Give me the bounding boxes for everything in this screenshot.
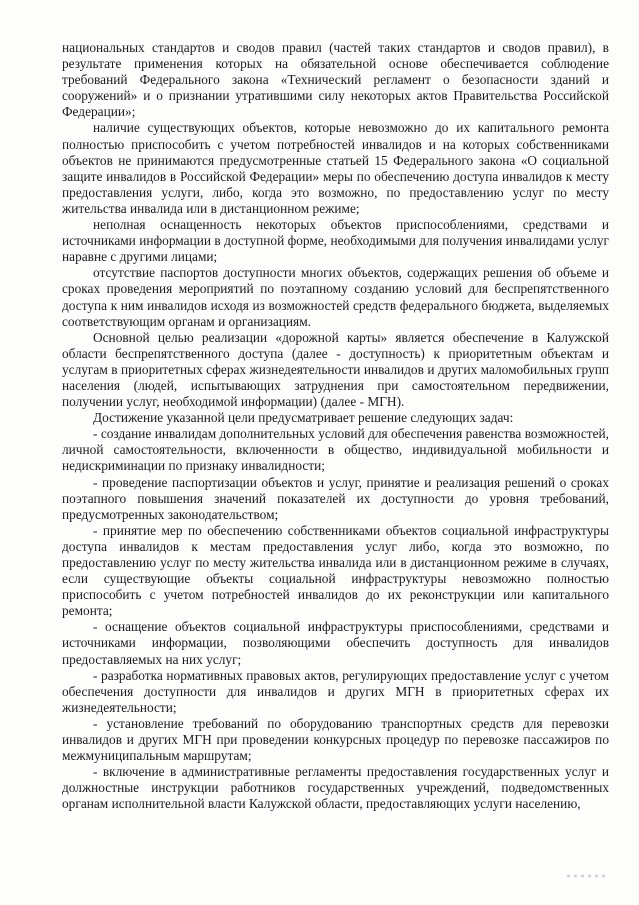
paragraph-no-passports: отсутствие паспортов доступности многих объектов, содержащих решения об объеме и сроках проведения мероприятий по поэтапному созданию условий для беспрепятственного доступа к ним инвалидов исходя из возможностей средств федерального бюджета, выделяемых соответствующим органам и организациям. <box>62 265 609 329</box>
list-item-task-conditions: - создание инвалидам дополнительных условий для обеспечения равенства возможностей, личной самостоятельности, включенности в общество, индивидуальной мобильности и недискриминации по признаку инвалидности; <box>62 426 609 474</box>
list-item-task-owner-measures: - принятие мер по обеспечению собственниками объектов социальной инфраструктуры доступа инвалидов к местам предоставления услуг либо, когда это возможно, по предоставлению услуг по месту жительства инвалида или в дистанционном режиме в случаях, если существующие объекты социальной инфраструктуры невозможно полностью приспособить с учетом потребностей инвалидов до их реконструкции или капитального ремонта; <box>62 522 609 619</box>
list-item-task-legal-acts: - разработка нормативных правовых актов, регулирующих предоставление услуг с учетом обеспечения доступности для инвалидов и других МГН в приоритетных сферах их жизнедеятельности; <box>62 667 609 715</box>
paragraph-standards: национальных стандартов и сводов правил (частей таких стандартов и сводов правил), в результате применения которых на обязательной основе обеспечивается соблюдение требований Федерального закона «Технический регламент о безопасности зданий и сооружений» и о признании утратившими силу некоторых актов Правительства Российской Федерации»; <box>62 40 609 120</box>
list-item-task-transport: - установление требований по оборудованию транспортных средств для перевозки инвалидов и других МГН при проведении конкурсных процедур по перевозке пассажиров по межмуниципальным маршрутам; <box>62 715 609 764</box>
paragraph-existing-objects: наличие существующих объектов, которые невозможно до их капитального ремонта полностью приспособить с учетом потребностей инвалидов и на которых собственниками объектов не принимаются предусмотренные статьей 15 Федерального закона «О социальной защите инвалидов в Российской Федерации» меры по обеспечению доступа инвалидов к месту предоставления услуги, либо, когда это возможно, по предоставлению услуг по месту жительства инвалида или в дистанционном режиме; <box>62 120 609 216</box>
paragraph-main-goal: Основной целью реализации «дорожной карты» является обеспечение в Калужской области беспрепятственного доступа (далее - доступность) к приоритетным объектам и услугам в приоритетных сферах жизнедеятельности инвалидов и других маломобильных групп населения (людей, испытывающих затруднения при самостоятельном передвижении, получении услуг, необходимой информации) (далее - МГН). <box>62 329 609 410</box>
scan-artifact <box>565 873 607 879</box>
paragraph-incomplete-equipment: неполная оснащенность некоторых объектов приспособлениями, средствами и источниками информации в доступной форме, необходимыми для получения инвалидами услуг наравне с другими лицами; <box>62 217 609 265</box>
paragraph-tasks-intro: Достижение указанной цели предусматривает решение следующих задач: <box>93 410 514 426</box>
list-item-task-passportization: - проведение паспортизации объектов и услуг, принятие и реализация решений о сроках поэтапного повышения значений показателей их доступности до уровня требований, предусмотренных законодательством; <box>62 474 609 522</box>
list-item-task-equipment: - оснащение объектов социальной инфраструктуры приспособлениями, средствами и источниками информации, позволяющими обеспечить доступность для инвалидов предоставляемых на них услуг; <box>62 619 609 667</box>
list-item-task-regulations: - включение в административные регламенты предоставления государственных услуг и должностные инструкции работников государственных учреждений, подведомственных органам исполнительной власти Калужской области, предоставляющих услуги населению, <box>62 764 609 812</box>
